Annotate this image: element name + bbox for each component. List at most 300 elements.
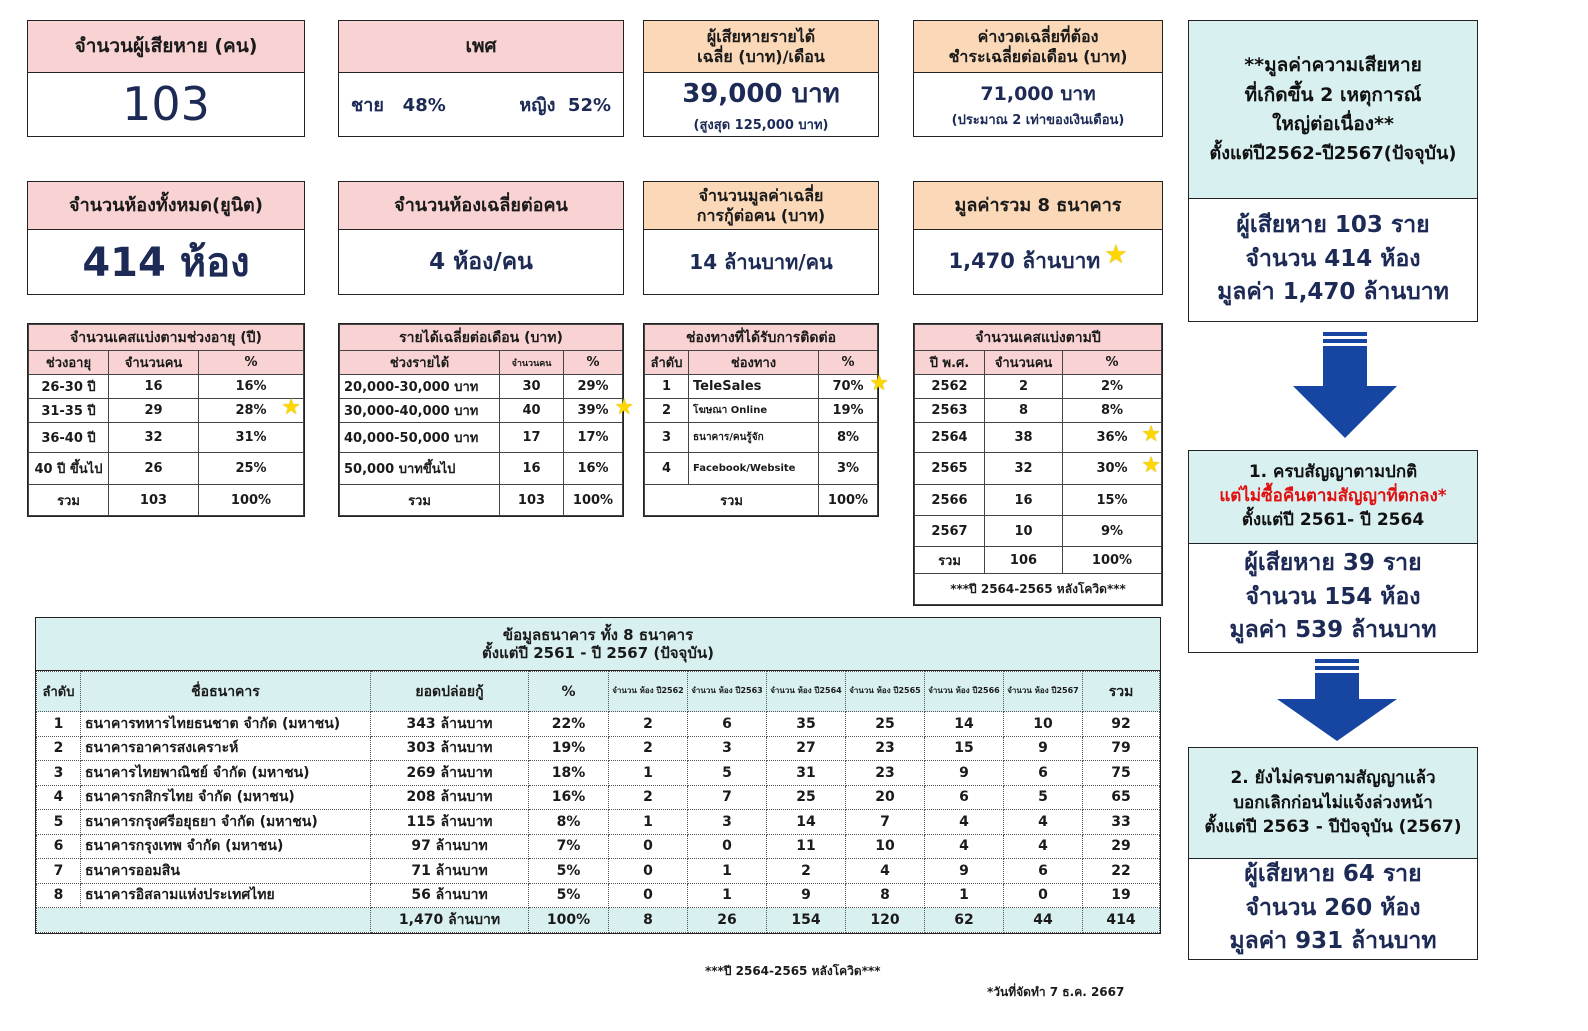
bank-cell: 15	[925, 736, 1004, 761]
income-title-1: ผู้เสียหายรายได้	[706, 27, 816, 47]
channel-cell: รวม	[645, 485, 819, 516]
bank-cell: 4	[37, 785, 81, 810]
bank-cell: 3	[688, 736, 767, 761]
bank-total-cell: 26	[688, 908, 767, 933]
income-cell: 20,000-30,000 บาท	[340, 375, 500, 399]
bank-cell: 23	[846, 736, 925, 761]
income-cell: 29%	[564, 375, 623, 399]
bank-cell: 9	[1004, 736, 1083, 761]
bank-cell: 14	[925, 712, 1004, 737]
bank-cell: 8	[846, 883, 925, 908]
summary-value-line: ผู้เสียหาย 103 ราย	[1236, 212, 1430, 239]
age-cell: 16	[109, 375, 199, 399]
bank-cell: 343 ล้านบาท	[371, 712, 529, 737]
summary-title-line: **มูลค่าความเสียหาย	[1244, 54, 1422, 77]
channel-header: %	[819, 351, 878, 375]
rooms-per-title: จำนวนห้องเฉลี่ยต่อคน	[339, 182, 623, 230]
age-cell: 29	[109, 399, 199, 423]
bank-total-cell: 1,470 ล้านบาท	[371, 908, 529, 933]
income-cell	[564, 395, 634, 423]
bank-cell: 7%	[529, 834, 609, 859]
bank-title-1: ข้อมูลธนาคาร ทั้ง 8 ธนาคาร	[502, 626, 694, 644]
bank-cell: 4	[925, 810, 1004, 835]
bank-row	[37, 859, 1160, 884]
year-cell-value: 30%	[1096, 461, 1128, 476]
total-title: มูลค่ารวม 8 ธนาคาร	[914, 182, 1162, 230]
case1-period: ตั้งแต่ปี 2561- ปี 2564	[1241, 509, 1425, 530]
year-cell: 2562	[915, 375, 985, 399]
income-table	[338, 323, 634, 517]
bank-cell: 0	[609, 859, 688, 884]
bank-cell: 2	[609, 712, 688, 737]
bank-cell: 1	[925, 883, 1004, 908]
age-cell: 31%	[199, 423, 304, 453]
bank-cell: 71 ล้านบาท	[371, 859, 529, 884]
age-cell: 26	[109, 453, 199, 485]
income-header: %	[564, 351, 623, 375]
table-row	[915, 423, 1162, 453]
bank-cell: 0	[609, 834, 688, 859]
case1-title-line: 1. ครบสัญญาตามปกติ	[1248, 462, 1418, 483]
channel-cell: 1	[645, 375, 689, 399]
loan-title-2: การกู้ต่อคน (บาท)	[696, 205, 826, 225]
bank-total-cell: 414	[1083, 908, 1160, 933]
table-row	[915, 399, 1162, 423]
year-cell	[1063, 453, 1162, 485]
installment-value: 71,000 บาท	[980, 82, 1096, 105]
bank-cell: 2	[609, 736, 688, 761]
bank-cell: 27	[767, 736, 846, 761]
channel-cell	[819, 371, 889, 399]
bank-cell: 208 ล้านบาท	[371, 785, 529, 810]
income-cell: 17%	[564, 423, 623, 453]
bank-name-cell: ธนาคารออมสิน	[81, 859, 371, 884]
case1-value-line: มูลค่า 539 ล้านบาท	[1229, 617, 1437, 644]
age-cell: 32	[109, 423, 199, 453]
star-icon: ★	[869, 371, 889, 396]
bank-total-cell: 62	[925, 908, 1004, 933]
rooms-value: 414 ห้อง	[82, 239, 250, 286]
income-value: 39,000 บาท	[682, 79, 840, 109]
table-row	[915, 375, 1162, 399]
income-header: ช่วงรายได้	[340, 351, 500, 375]
table-row	[340, 375, 623, 399]
table-row	[29, 399, 304, 423]
installment-title	[914, 21, 1162, 73]
bank-header: จำนวน ห้อง ปี2565	[846, 672, 925, 712]
bank-cell: 2	[37, 736, 81, 761]
bank-cell: 0	[688, 834, 767, 859]
bank-header: ยอดปล่อยกู้	[371, 672, 529, 712]
bank-cell: 1	[609, 810, 688, 835]
bank-cell: 1	[609, 761, 688, 786]
bank-name-cell: ธนาคารกสิกรไทย จำกัด (มหาชน)	[81, 785, 371, 810]
table-row	[29, 375, 304, 399]
channel-cell: 3	[645, 423, 689, 453]
case2-title-line: บอกเลิกก่อนไม่แจ้งล่วงหน้า	[1233, 792, 1433, 813]
case2-value-line: มูลค่า 931 ล้านบาท	[1229, 928, 1437, 955]
channel-cell: 3%	[819, 453, 878, 485]
bank-cell: 269 ล้านบาท	[371, 761, 529, 786]
bank-header: จำนวน ห้อง ปี2566	[925, 672, 1004, 712]
bank-name-cell: ธนาคารทหารไทยธนชาต จำกัด (มหาชน)	[81, 712, 371, 737]
bank-table	[35, 617, 1161, 934]
bank-cell: 6	[37, 834, 81, 859]
case2-title-line: ตั้งแต่ปี 2563 - ปีปัจจุบัน (2567)	[1204, 817, 1462, 838]
year-cell: 2567	[915, 516, 985, 547]
bank-cell: 11	[767, 834, 846, 859]
bank-cell: 6	[688, 712, 767, 737]
summary-value-line: มูลค่า 1,470 ล้านบาท	[1217, 279, 1449, 306]
income-cell: 50,000 บาทขึ้นไป	[340, 453, 500, 485]
bank-cell: 31	[767, 761, 846, 786]
channel-table-title: ช่องทางที่ได้รับการติดต่อ	[645, 325, 878, 351]
bank-cell: 9	[925, 761, 1004, 786]
income-note: (สูงสุด 125,000 บาท)	[693, 118, 829, 133]
bank-cell: 9	[925, 859, 1004, 884]
rooms-card	[27, 181, 305, 295]
channel-cell: ธนาคาร/คนรู้จัก	[689, 423, 819, 453]
bank-total-cell: 154	[767, 908, 846, 933]
bank-cell: 6	[925, 785, 1004, 810]
bank-row	[37, 834, 1160, 859]
bank-cell: 1	[37, 712, 81, 737]
channel-cell: TeleSales	[689, 375, 819, 399]
bank-cell: 92	[1083, 712, 1160, 737]
installment-note: (ประมาณ 2 เท่าของเงินเดือน)	[951, 112, 1125, 128]
bank-cell: 14	[767, 810, 846, 835]
channel-cell: 4	[645, 453, 689, 485]
table-row	[29, 423, 304, 453]
summary-title-line: ใหญ่ต่อเนื่อง**	[1272, 113, 1394, 136]
table-row	[915, 485, 1162, 516]
age-header: จำนวนคน	[109, 351, 199, 375]
bank-cell: 33	[1083, 810, 1160, 835]
bank-cell: 23	[846, 761, 925, 786]
bank-cell: 6	[1004, 859, 1083, 884]
bank-cell: 4	[925, 834, 1004, 859]
income-title-2: เฉลี่ย (บาท)/เดือน	[697, 46, 825, 66]
case1-box	[1188, 450, 1478, 653]
income-cell-value: 39%	[577, 403, 609, 418]
bank-cell: 19	[1083, 883, 1160, 908]
year-cell: 106	[985, 547, 1063, 574]
case1-value-line: ผู้เสียหาย 39 ราย	[1244, 550, 1422, 577]
age-cell: 26-30 ปี	[29, 375, 109, 399]
age-cell: รวม	[29, 485, 109, 516]
income-cell: 30,000-40,000 บาท	[340, 399, 500, 423]
bank-cell: 4	[846, 859, 925, 884]
bank-header: จำนวน ห้อง ปี2567	[1004, 672, 1083, 712]
channel-cell: 8%	[819, 423, 878, 453]
bank-cell: 5%	[529, 859, 609, 884]
bank-header: รวม	[1083, 672, 1160, 712]
table-row	[915, 516, 1162, 547]
bank-header: ชื่อธนาคาร	[81, 672, 371, 712]
bank-cell: 97 ล้านบาท	[371, 834, 529, 859]
installment-title-1: ค่างวดเฉลี่ยที่ต้อง	[977, 27, 1099, 47]
age-cell	[199, 395, 304, 423]
case1-title	[1189, 451, 1477, 544]
loan-title	[644, 182, 878, 230]
bank-cell: 6	[1004, 761, 1083, 786]
covid-note: ***ปี 2564-2565 หลังโควิด***	[705, 964, 881, 978]
year-cell: 10	[985, 516, 1063, 547]
year-cell: 2565	[915, 453, 985, 485]
loan-value: 14 ล้านบาท/คน	[689, 249, 833, 274]
gender-male: ชาย 48%	[351, 94, 446, 116]
channel-table	[643, 323, 889, 517]
bank-total-cell: 120	[846, 908, 925, 933]
channel-cell: 19%	[819, 399, 878, 423]
gender-card	[338, 20, 624, 137]
bank-name-cell: ธนาคารไทยพาณิชย์ จำกัด (มหาชน)	[81, 761, 371, 786]
age-cell: 36-40 ปี	[29, 423, 109, 453]
installment-title-2: ชำระเฉลี่ยต่อเดือน (บาท)	[948, 46, 1128, 66]
channel-cell: Facebook/Website	[689, 453, 819, 485]
star-icon: ★	[1141, 422, 1161, 447]
bank-cell: 35	[767, 712, 846, 737]
year-cell: 2563	[915, 399, 985, 423]
case2-value-line: จำนวน 260 ห้อง	[1245, 894, 1421, 921]
year-cell: 16	[985, 485, 1063, 516]
case2-values	[1189, 859, 1477, 958]
rooms-per-card	[338, 181, 624, 295]
table-row	[645, 399, 878, 423]
year-header: %	[1063, 351, 1162, 375]
channel-header: ช่องทาง	[689, 351, 819, 375]
bank-cell: 2	[609, 785, 688, 810]
bank-cell: 5	[37, 810, 81, 835]
income-card	[643, 20, 879, 137]
bank-total-cell: 44	[1004, 908, 1083, 933]
year-table-note: ***ปี 2564-2565 หลังโควิด***	[915, 574, 1162, 605]
bank-name-cell: ธนาคารกรุงศรีอยุธยา จำกัด (มหาชน)	[81, 810, 371, 835]
year-header: ปี พ.ศ.	[915, 351, 985, 375]
down-arrow-icon	[1275, 659, 1399, 743]
year-cell: 15%	[1063, 485, 1162, 516]
down-arrow-icon	[1290, 332, 1400, 440]
channel-cell: 100%	[819, 485, 878, 516]
case2-value-line: ผู้เสียหาย 64 ราย	[1244, 861, 1422, 888]
bank-total-label	[37, 908, 371, 933]
year-cell-value: 36%	[1096, 430, 1128, 445]
income-header: จำนวนคน	[500, 351, 564, 375]
bank-total-cell: 8	[609, 908, 688, 933]
summary-title-line: ตั้งแต่ปี2562-ปี2567(ปัจจุบัน)	[1209, 142, 1457, 164]
total-card	[913, 181, 1163, 295]
age-table	[27, 323, 305, 517]
bank-cell: 4	[1004, 810, 1083, 835]
bank-cell: 7	[688, 785, 767, 810]
total-row	[645, 485, 878, 516]
bank-cell: 7	[37, 859, 81, 884]
bank-cell: 4	[1004, 834, 1083, 859]
income-cell: 40	[500, 399, 564, 423]
age-cell: 31-35 ปี	[29, 399, 109, 423]
case1-value-line: จำนวน 154 ห้อง	[1245, 583, 1421, 610]
age-cell: 40 ปี ขึ้นไป	[29, 453, 109, 485]
income-cell: 30	[500, 375, 564, 399]
table-row	[645, 423, 878, 453]
bank-cell: 22	[1083, 859, 1160, 884]
bank-cell: 9	[767, 883, 846, 908]
bank-header: จำนวน ห้อง ปี2562	[609, 672, 688, 712]
income-cell: 16	[500, 453, 564, 485]
loan-title-1: จำนวนมูลค่าเฉลี่ย	[698, 186, 824, 206]
bank-header: ลำดับ	[37, 672, 81, 712]
bank-cell: 0	[609, 883, 688, 908]
installment-card	[913, 20, 1163, 137]
year-cell: 38	[985, 423, 1063, 453]
year-cell: รวม	[915, 547, 985, 574]
bank-cell: 8%	[529, 810, 609, 835]
bank-name-cell: ธนาคารกรุงเทพ จำกัด (มหาชน)	[81, 834, 371, 859]
bank-cell: 1	[688, 883, 767, 908]
bank-name-cell: ธนาคารอาคารสงเคราะห์	[81, 736, 371, 761]
bank-row	[37, 712, 1160, 737]
age-cell: 16%	[199, 375, 304, 399]
year-cell: 100%	[1063, 547, 1162, 574]
case2-title-line: 2. ยังไม่ครบตามสัญญาแล้ว	[1230, 768, 1436, 789]
bank-cell: 19%	[529, 736, 609, 761]
year-cell	[1063, 423, 1162, 453]
rooms-title: จำนวนห้องทั้งหมด(ยูนิต)	[28, 182, 304, 230]
bank-cell: 29	[1083, 834, 1160, 859]
channel-header: ลำดับ	[645, 351, 689, 375]
bank-cell: 303 ล้านบาท	[371, 736, 529, 761]
age-cell: 25%	[199, 453, 304, 485]
income-cell: 17	[500, 423, 564, 453]
bank-cell: 79	[1083, 736, 1160, 761]
year-cell: 2%	[1063, 375, 1162, 399]
table-row	[29, 453, 304, 485]
bank-total-row	[37, 908, 1160, 933]
year-table-title: จำนวนเคสแบ่งตามปี	[915, 325, 1162, 351]
summary-box	[1188, 20, 1478, 322]
total-row	[29, 485, 304, 516]
star-icon: ★	[1104, 239, 1128, 270]
age-cell: 103	[109, 485, 199, 516]
bank-title-2: ตั้งแต่ปี 2561 - ปี 2567 (ปัจจุบัน)	[482, 644, 714, 662]
bank-cell: 10	[846, 834, 925, 859]
bank-cell: 1	[688, 859, 767, 884]
income-cell: 16%	[564, 453, 623, 485]
rooms-per-value: 4 ห้อง/คน	[429, 248, 533, 275]
table-row	[915, 453, 1162, 485]
total-row	[340, 485, 623, 516]
bank-cell: 5	[688, 761, 767, 786]
income-cell: 100%	[564, 485, 623, 516]
bank-cell: 2	[767, 859, 846, 884]
case2-title	[1189, 748, 1477, 859]
bank-cell: 65	[1083, 785, 1160, 810]
bank-row	[37, 761, 1160, 786]
bank-cell: 10	[1004, 712, 1083, 737]
age-cell: 100%	[199, 485, 304, 516]
year-table	[913, 323, 1163, 606]
age-cell-value: 28%	[235, 403, 267, 418]
income-cell: 40,000-50,000 บาท	[340, 423, 500, 453]
star-icon: ★	[1141, 453, 1161, 478]
case2-box	[1188, 747, 1478, 960]
bank-cell: 18%	[529, 761, 609, 786]
income-cell: 103	[500, 485, 564, 516]
bank-cell: 0	[1004, 883, 1083, 908]
age-header: ช่วงอายุ	[29, 351, 109, 375]
year-cell: 8%	[1063, 399, 1162, 423]
gender-title: เพศ	[339, 21, 623, 73]
star-icon: ★	[614, 395, 634, 420]
case1-values	[1189, 544, 1477, 651]
bank-cell: 25	[767, 785, 846, 810]
bank-cell: 3	[688, 810, 767, 835]
year-cell: 32	[985, 453, 1063, 485]
bank-header: %	[529, 672, 609, 712]
year-cell: 2	[985, 375, 1063, 399]
year-cell: 9%	[1063, 516, 1162, 547]
income-title	[644, 21, 878, 73]
year-cell: 2564	[915, 423, 985, 453]
victims-title: จำนวนผู้เสียหาย (คน)	[28, 21, 304, 73]
bank-cell: 5	[1004, 785, 1083, 810]
bank-cell: 20	[846, 785, 925, 810]
bank-cell: 56 ล้านบาท	[371, 883, 529, 908]
table-row	[340, 423, 623, 453]
bank-cell: 25	[846, 712, 925, 737]
bank-cell: 22%	[529, 712, 609, 737]
case1-red-line: แต่ไม่ซื้อคืนตามสัญญาที่ตกลง*	[1219, 486, 1447, 507]
bank-row	[37, 810, 1160, 835]
bank-cell: 16%	[529, 785, 609, 810]
date-note: *วันที่จัดทำ 7 ธ.ค. 2667	[987, 985, 1125, 999]
bank-name-cell: ธนาคารอิสลามแห่งประเทศไทย	[81, 883, 371, 908]
channel-cell: โฆษณา Online	[689, 399, 819, 423]
bank-header: จำนวน ห้อง ปี2564	[767, 672, 846, 712]
table-row	[645, 375, 878, 399]
summary-title	[1189, 21, 1477, 199]
star-icon: ★	[281, 395, 301, 420]
gender-female: หญิง 52%	[519, 94, 611, 116]
victims-card	[27, 20, 305, 137]
bank-cell: 8	[37, 883, 81, 908]
bank-cell: 115 ล้านบาท	[371, 810, 529, 835]
bank-cell: 75	[1083, 761, 1160, 786]
bank-cell: 7	[846, 810, 925, 835]
bank-cell: 5%	[529, 883, 609, 908]
year-header: จำนวนคน	[985, 351, 1063, 375]
summary-values	[1189, 199, 1477, 320]
channel-cell: 2	[645, 399, 689, 423]
bank-row	[37, 785, 1160, 810]
summary-title-line: ที่เกิดขึ้น 2 เหตุการณ์	[1244, 83, 1422, 106]
year-cell: 2566	[915, 485, 985, 516]
bank-total-cell: 100%	[529, 908, 609, 933]
summary-value-line: จำนวน 414 ห้อง	[1245, 245, 1421, 272]
bank-cell: 3	[37, 761, 81, 786]
age-table-title: จำนวนเคสแบ่งตามช่วงอายุ (ปี)	[29, 325, 304, 351]
bank-row	[37, 736, 1160, 761]
income-cell: รวม	[340, 485, 500, 516]
table-row	[340, 399, 623, 423]
income-table-title: รายได้เฉลี่ยต่อเดือน (บาท)	[340, 325, 623, 351]
loan-card	[643, 181, 879, 295]
victims-value: 103	[122, 77, 210, 131]
bank-header: จำนวน ห้อง ปี2563	[688, 672, 767, 712]
age-header: %	[199, 351, 304, 375]
bank-row	[37, 883, 1160, 908]
channel-cell-value: 70%	[832, 379, 864, 394]
